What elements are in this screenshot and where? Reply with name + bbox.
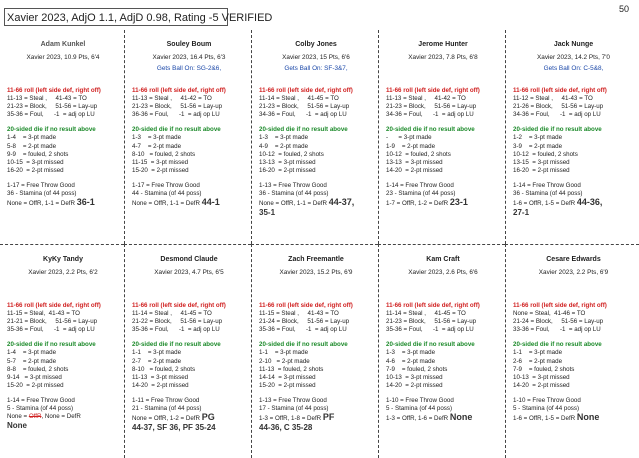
roll-line: 11-15 = Steal , 41-43 = TO — [259, 310, 339, 318]
player-card — [124, 30, 251, 244]
roll-table-title: 11-66 roll (left side def, right off) — [132, 302, 226, 309]
section-gap — [7, 175, 119, 182]
roll-line: 34-36 = Foul, -1 = adj op LU — [259, 111, 347, 119]
die-line: 8-10 = fouled, 2 shots — [132, 365, 196, 373]
rebound-line — [386, 413, 500, 423]
gets-ball-on: Gets Ball On: SG-2&6, — [156, 65, 222, 72]
die-line: 14-20 = 2-pt missed — [132, 381, 189, 389]
roll-line: 21-23 = Block, 51-56 = Lay-up — [386, 103, 477, 111]
die-line: 1-2 = 3-pt made — [513, 134, 563, 142]
roll-table-title: 11-66 roll (left side def, right off) — [7, 302, 101, 309]
player-name: Souley Boum — [166, 41, 212, 48]
page-header-title: Xavier 2023, AdjO 1.1, AdjD 0.98, Rating -5 VERIFIED — [4, 8, 228, 26]
die-line: 16-20 = 2-pt missed — [7, 166, 64, 174]
roll-line: 21-23 = Block, 51-56 = Lay-up — [259, 103, 350, 111]
roll-line: 21-24 = Block, 51-56 = Lay-up — [259, 318, 350, 326]
rebound-text: None = OffR, 1-1 = DefR — [7, 200, 77, 208]
rebound-line — [7, 413, 119, 421]
section-gap — [513, 175, 634, 182]
player-info: Xavier 2023, 2.2 Pts, 6'9 — [538, 269, 609, 276]
player-card-grid — [0, 30, 639, 458]
roll-line: 11-12 = Steal , 41-43 = TO — [513, 95, 593, 103]
die-line: 16-20 = 2-pt missed — [259, 166, 316, 174]
free-throw-line: 1-14 = Free Throw Good — [386, 181, 454, 189]
die-line: 10-13 = 3-pt missed — [386, 373, 443, 381]
section-spacer — [132, 73, 246, 87]
die-line: 13-13 = 3-pt missed — [259, 158, 316, 166]
section-spacer — [7, 288, 119, 302]
rebound-value: 36-1 — [76, 197, 95, 208]
roll-line: 33-36 = Foul, -1 = adj op LU — [513, 326, 601, 334]
rebound-strike: OffR — [28, 413, 42, 421]
free-throw-line: 1-10 = Free Throw Good — [513, 396, 581, 404]
roll-line: 36-36 = Foul, -1 = adj op LU — [132, 111, 220, 119]
die-line: 1-3 = 3-pt made — [259, 134, 309, 142]
rebound-text: 1-7 = OffR, 1-2 = DefR — [386, 200, 450, 208]
die-line: 10-12 = fouled, 2 shots — [386, 150, 451, 158]
free-throw-line: 1-17 = Free Throw Good — [132, 181, 200, 189]
roll-line: 35-36 = Foul, -1 = adj op LU — [7, 111, 95, 119]
rebound-text: 1-6 = OffR, 1-5 = DefR — [513, 415, 577, 423]
section-gap — [132, 175, 246, 182]
section-gap — [386, 390, 500, 397]
die-line: 7-9 = fouled, 2 shots — [386, 365, 448, 373]
player-name: KyKy Tandy — [43, 256, 83, 263]
die-table-title: 20-sided die if no result above — [386, 126, 475, 134]
player-info: Xavier 2023, 2.2 Pts, 6'2 — [28, 269, 98, 276]
section-spacer — [259, 288, 373, 302]
free-throw-line: 1-13 = Free Throw Good — [259, 181, 327, 189]
die-line: 1-4 = 3-pt made — [7, 349, 57, 357]
die-line: 4-7 = 2-pt made — [132, 142, 182, 150]
stamina-line: 36 - Stamina (of 44 poss) — [259, 190, 329, 198]
die-line: 1-4 = 3-pt made — [7, 134, 57, 142]
page-number: 50 — [618, 4, 629, 14]
die-line: 14-20 = 2-pt missed — [513, 381, 570, 389]
roll-line: 21-21 = Block, 51-56 = Lay-up — [7, 318, 98, 326]
die-line: 13-13 = 3-pt missed — [386, 158, 443, 166]
rebound-value: None — [576, 412, 600, 423]
rebound-value: PF — [322, 412, 335, 423]
roll-line: 21-23 = Block, 51-56 = Lay-up — [7, 103, 98, 111]
die-table-title: 20-sided die if no result above — [132, 126, 221, 134]
die-line: 1-1 = 3-pt made — [132, 349, 182, 357]
player-info: Xavier 2023, 16.4 Pts, 6'3 — [152, 54, 226, 61]
gets-ball-spacer — [386, 277, 500, 288]
roll-line: 21-23 = Block, 51-56 = Lay-up — [386, 318, 477, 326]
section-spacer — [7, 73, 119, 87]
die-line: 3-9 = 2-pt made — [513, 142, 563, 150]
stamina-line: 17 - Stamina (of 44 poss) — [259, 405, 329, 413]
player-card — [378, 244, 505, 458]
rebound-value: 44-37, — [328, 197, 355, 208]
rebound-line — [259, 198, 373, 208]
die-line: 9-9 = fouled, 2 shots — [7, 150, 69, 158]
section-spacer — [386, 73, 500, 87]
player-info: Xavier 2023, 15 Pts, 6'6 — [282, 54, 350, 61]
section-gap — [259, 390, 373, 397]
die-line: 1-9 = 2-pt made — [386, 142, 436, 150]
player-card — [0, 244, 124, 458]
player-name: Cesare Edwards — [546, 256, 601, 263]
player-info: Xavier 2023, 10.9 Pts, 6'4 — [26, 54, 100, 61]
roll-line: 21-22 = Block, 51-56 = Lay-up — [132, 318, 223, 326]
stamina-line: 36 - Stamina (of 44 poss) — [513, 190, 583, 198]
die-table-title: 20-sided die if no result above — [513, 341, 602, 349]
rebound-text: 1-3 = OffR, 1-8 = DefR — [259, 415, 323, 423]
player-card — [251, 244, 378, 458]
die-table-title: 20-sided die if no result above — [259, 126, 348, 134]
roll-line: 34-36 = Foul, -1 = adj op LU — [386, 111, 474, 119]
die-line: 7-9 = fouled, 2 shots — [513, 365, 575, 373]
die-line: - = 3-pt made — [386, 134, 432, 142]
stamina-line: 5 - Stamina (of 44 poss) — [386, 405, 453, 413]
player-info: Xavier 2023, 4.7 Pts, 6'5 — [154, 269, 224, 276]
roll-line: 35-36 = Foul, -1 = adj op LU — [7, 326, 95, 334]
player-info: Xavier 2023, 7.8 Pts, 6'8 — [408, 54, 478, 61]
rebound-extra: 27-1 — [513, 208, 530, 218]
roll-line: 21-24 = Block, 51-56 = Lay-up — [513, 318, 604, 326]
die-table-title: 20-sided die if no result above — [386, 341, 475, 349]
die-line: 4-6 = 2-pt made — [386, 357, 436, 365]
player-card — [0, 30, 124, 244]
roll-table-title: 11-66 roll (left side def, right off) — [513, 87, 607, 94]
roll-line: 21-23 = Block, 51-56 = Lay-up — [132, 103, 223, 111]
die-line: 2-10 = 2-pt made — [259, 357, 310, 365]
rebound-extra: 35-1 — [259, 208, 276, 218]
rebound-line — [386, 198, 500, 208]
roll-line: None = Steal, 41-46 = TO — [513, 310, 586, 318]
player-name: Adam Kunkel — [40, 41, 86, 48]
die-line: 15-20 = 2-pt missed — [132, 166, 189, 174]
rebound-text: None = OffR, 1-1 = DefR — [259, 200, 329, 208]
die-line: 11-13 = 3-pt missed — [132, 373, 189, 381]
section-spacer — [259, 73, 373, 87]
rebound-extra: None — [7, 421, 27, 431]
roll-line: 11-15 = Steal, 41-43 = TO — [7, 310, 80, 318]
roll-table-title: 11-66 roll (left side def, right off) — [7, 87, 101, 94]
player-card — [124, 244, 251, 458]
die-line: 10-13 = 3-pt missed — [513, 373, 570, 381]
die-line: 2-7 = 2-pt made — [132, 357, 182, 365]
gets-ball-on: Gets Ball On: SF-3&7, — [284, 65, 348, 72]
player-card — [378, 30, 505, 244]
roll-line: 11-13 = Steal , 41-42 = TO — [132, 95, 212, 103]
roll-line: 11-14 = Steal , 41-45 = TO — [259, 95, 339, 103]
roll-line: 11-13 = Steal , 41-42 = TO — [386, 95, 466, 103]
die-line: 9-14 = 3-pt missed — [7, 373, 62, 381]
die-table-title: 20-sided die if no result above — [259, 341, 348, 349]
die-line: 10-15 = 3-pt missed — [7, 158, 64, 166]
stamina-line: 44 - Stamina (of 44 poss) — [132, 190, 202, 198]
roll-line: 21-26 = Block, 51-56 = Lay-up — [513, 103, 604, 111]
die-line: 13-15 = 3-pt missed — [513, 158, 570, 166]
section-spacer — [513, 288, 634, 302]
die-line: 16-20 = 2-pt missed — [513, 166, 570, 174]
die-line: 8-8 = fouled, 2 shots — [7, 365, 69, 373]
roll-table-title: 11-66 roll (left side def, right off) — [386, 302, 480, 309]
section-spacer — [132, 288, 246, 302]
free-throw-line: 1-10 = Free Throw Good — [386, 396, 454, 404]
die-line: 15-20 = 2-pt missed — [259, 381, 316, 389]
die-table-title: 20-sided die if no result above — [513, 126, 602, 134]
die-table-title: 20-sided die if no result above — [7, 341, 96, 349]
roll-line: 35-36 = Foul, -1 = adj op LU — [259, 326, 347, 334]
roll-line: 35-36 = Foul, -1 = adj op LU — [132, 326, 220, 334]
gets-ball-spacer — [259, 277, 373, 288]
gets-ball-spacer — [132, 277, 246, 288]
free-throw-line: 1-14 = Free Throw Good — [7, 396, 75, 404]
section-spacer — [513, 73, 634, 87]
gets-ball-spacer — [7, 62, 119, 73]
section-gap — [386, 175, 500, 182]
player-name: Kam Craft — [426, 256, 460, 263]
rebound-line — [132, 198, 246, 208]
roll-line: 11-13 = Steal , 41-43 = TO — [7, 95, 87, 103]
section-spacer — [386, 288, 500, 302]
rebound-text: 1-3 = OffR, 1-6 = DefR — [386, 415, 450, 423]
roll-table-title: 11-66 roll (left side def, right off) — [386, 87, 480, 94]
stamina-line: 21 - Stamina (of 44 poss) — [132, 405, 202, 413]
roll-line: 11-14 = Steal , 41-45 = TO — [386, 310, 466, 318]
stamina-line: 23 - Stamina (of 44 poss) — [386, 190, 456, 198]
gets-ball-spacer — [7, 277, 119, 288]
die-line: 2-6 = 2-pt made — [513, 357, 563, 365]
rebound-line — [259, 413, 373, 423]
die-line: 8-10 = fouled, 2 shots — [132, 150, 196, 158]
player-name: Colby Jones — [295, 41, 337, 48]
die-line: 10-12 = fouled, 2 shots — [259, 150, 324, 158]
die-line: 11-15 = 3-pt missed — [132, 158, 189, 166]
player-name: Jack Nunge — [553, 41, 594, 48]
die-line: 1-1 = 3-pt made — [259, 349, 309, 357]
die-line: 5-7 = 2-pt made — [7, 357, 57, 365]
rebound-value: 23-1 — [449, 197, 468, 208]
roll-line: 35-36 = Foul, -1 = adj op LU — [386, 326, 474, 334]
rebound-line — [132, 413, 246, 423]
roll-table-title: 11-66 roll (left side def, right off) — [259, 87, 353, 94]
die-line: 11-13 = fouled, 2 shots — [259, 365, 324, 373]
die-table-title: 20-sided die if no result above — [132, 341, 221, 349]
rebound-text: 1-6 = OffR, 1-5 = DefR — [513, 200, 577, 208]
rebound-value: None — [449, 412, 473, 423]
roll-table-title: 11-66 roll (left side def, right off) — [259, 302, 353, 309]
section-gap — [132, 390, 246, 397]
die-table-title: 20-sided die if no result above — [7, 126, 96, 134]
rebound-line — [513, 198, 634, 208]
die-line: 14-20 = 2-pt missed — [386, 166, 443, 174]
rebound-line — [513, 413, 634, 423]
player-name: Zach Freemantle — [288, 256, 344, 263]
rebound-suffix: , None = DefR — [41, 413, 81, 421]
rebound-text: None = OffR, 1-2 = DefR — [132, 415, 202, 423]
rebound-text: None = OffR, 1-1 = DefR — [132, 200, 202, 208]
free-throw-line: 1-17 = Free Throw Good — [7, 181, 75, 189]
rebound-value: PG — [201, 412, 215, 423]
roll-line: 34-36 = Foul, -1 = adj op LU — [513, 111, 601, 119]
stamina-line: 5 - Stamina (of 44 poss) — [513, 405, 580, 413]
rebound-value: 44-1 — [201, 197, 220, 208]
die-line: 15-20 = 2-pt missed — [7, 381, 64, 389]
gets-ball-spacer — [513, 277, 634, 288]
rebound-value: 44-36, — [576, 197, 603, 208]
roll-table-title: 11-66 roll (left side def, right off) — [513, 302, 607, 309]
die-line: 4-9 = 2-pt made — [259, 142, 309, 150]
roll-line: 11-14 = Steal , 41-45 = TO — [132, 310, 212, 318]
player-name: Desmond Claude — [160, 256, 218, 263]
die-line: 1-1 = 3-pt made — [513, 349, 563, 357]
section-gap — [7, 390, 119, 397]
die-line: 1-3 = 3-pt made — [386, 349, 436, 357]
player-card — [505, 244, 639, 458]
roll-table-title: 11-66 roll (left side def, right off) — [132, 87, 226, 94]
free-throw-line: 1-11 = Free Throw Good — [132, 396, 200, 404]
rebound-extra: 44-36, C 35-28 — [259, 423, 313, 433]
rebound-extra: 44-37, SF 36, PF 35-24 — [132, 423, 216, 433]
player-info: Xavier 2023, 14.2 Pts, 7'0 — [537, 54, 610, 61]
die-line: 10-12 = fouled, 2 shots — [513, 150, 578, 158]
player-card — [251, 30, 378, 244]
gets-ball-on: Gets Ball On: C-5&8, — [543, 65, 604, 72]
gets-ball-spacer — [386, 62, 500, 73]
stamina-line: 36 - Stamina (of 44 poss) — [7, 190, 77, 198]
player-name: Jerome Hunter — [418, 41, 468, 48]
section-gap — [259, 175, 373, 182]
stamina-line: 5 - Stamina (of 44 poss) — [7, 405, 74, 413]
die-line: 5-8 = 2-pt made — [7, 142, 57, 150]
die-line: 14-14 = 3-pt missed — [259, 373, 316, 381]
section-gap — [513, 390, 634, 397]
rebound-text: None = — [7, 413, 29, 421]
free-throw-line: 1-14 = Free Throw Good — [513, 181, 581, 189]
rebound-line — [7, 198, 119, 208]
die-line: 14-20 = 2-pt missed — [386, 381, 443, 389]
player-card — [505, 30, 639, 244]
player-info: Xavier 2023, 2.6 Pts, 6'6 — [408, 269, 478, 276]
player-info: Xavier 2023, 15.2 Pts, 6'9 — [279, 269, 353, 276]
die-line: 1-3 = 3-pt made — [132, 134, 182, 142]
free-throw-line: 1-13 = Free Throw Good — [259, 396, 327, 404]
